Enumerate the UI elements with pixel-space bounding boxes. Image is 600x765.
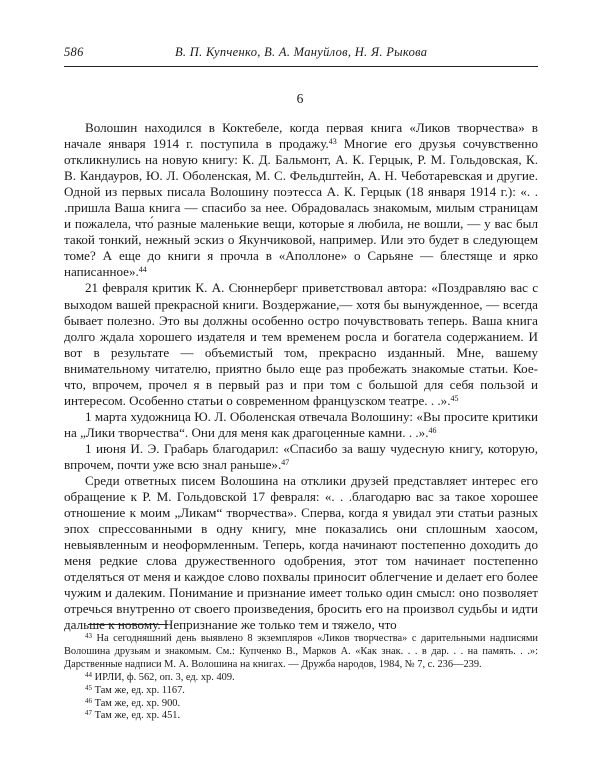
paragraph bbox=[64, 473, 538, 633]
paragraph bbox=[64, 441, 538, 473]
page-number: 586 bbox=[64, 45, 84, 59]
footnote-number: 44 bbox=[85, 670, 92, 679]
header-rule bbox=[64, 66, 538, 67]
footnote-number: 45 bbox=[85, 683, 92, 692]
paragraph bbox=[64, 120, 538, 280]
footnote-ref[interactable]: 46 bbox=[428, 425, 437, 435]
footnote-number: 47 bbox=[85, 709, 92, 718]
footnote bbox=[64, 710, 538, 723]
footnote-ref[interactable]: 44 bbox=[138, 265, 147, 275]
footnote-ref[interactable]: 45 bbox=[450, 393, 459, 403]
main-text bbox=[64, 120, 538, 634]
footnote-ref[interactable]: 47 bbox=[281, 457, 290, 467]
footnote-text: Там же, ед. хр. 451. bbox=[94, 710, 181, 722]
paragraph-text: Многие его друзья сочувственно откликнулись на новую книгу: К. Д. Бальмонт, А. К. Герцык, Р. М. Гольдовская, К. В. Кандауров, Ю. Л. Оболенская, М. С. Фельдштейн, А. Н. Чеботаревская и другие. Одной из первых писала Волошину поэтесса А. К. Герцык (18 января 1914 г.): «. . .пришла Ваша книга — спасибо за нее. Обрадовалась знакомым, милым страницам и пожалела, что́ разные маленькие вещи, которые я любила, не вошли, — у вас был такой тонкий, нежный эскиз о Якунчиковой, например. Или это будет в следующем томе? А еще до книги я прочла в «Аполлоне» о Сарьяне — блестяще и ярко написанное». bbox=[64, 136, 538, 280]
section-number: 6 bbox=[296, 91, 304, 106]
paragraph-text: 1 июня И. Э. Грабарь благодарил: «Спасибо за вашу чудесную книгу, которую, впрочем, почти уже всю знал раньше». bbox=[64, 440, 538, 472]
paragraph-text: Волошин находился в Коктебеле, когда первая книга «Ликов творчества» в начале января 1914 г. поступила в продажу. bbox=[64, 120, 538, 152]
footnote-text: ИРЛИ, ф. 562, оп. 3, ед. хр. 409. bbox=[94, 671, 235, 683]
footnote-rule bbox=[88, 624, 168, 625]
footnote-text: Там же, ед. хр. 1167. bbox=[94, 684, 185, 696]
paragraph-text: 21 февраля критик К. А. Сюннерберг приветствовал автора: «Поздравляю вас с выходом вашей прекрасной книги. Воздержание,— хотя бы вынужденное, — всегда бывает полезно. Это вы должны особенно остро почувствовать теперь. Ваша книга долго ждала хорошего издателя и тем временем росла и богатела содержанием. И вот в результате — объемистый том, прекрасно изданный. Мне, вашему внимательному читателю, приятно было еще раз пробежать знакомые статьи. Кое-что, впрочем, прочел я в первый раз и при том с большой для себя пользой и интересом. Особенно статьи о современном французском театре. . .». bbox=[64, 280, 538, 408]
running-head: В. П. Купченко, В. А. Мануйлов, Н. Я. Рыкова bbox=[175, 45, 428, 59]
paragraph bbox=[64, 409, 538, 441]
footnote-ref[interactable]: 43 bbox=[328, 137, 337, 147]
footnote-text: На сегодняшний день выявлено 8 экземпляров «Ликов творчества» с дарительными надписями Волошина друзьям и знакомым. См.: Купченко В., Марков А. «Как знак. . . в дар. . . на память. . .»: Дарственные надписи М. А. Волошина на книгах. — Дружба народов, 1984, № 7, с. 236—239. bbox=[64, 633, 538, 670]
footnote-text: Там же, ед. хр. 900. bbox=[94, 697, 181, 709]
footnotes bbox=[64, 633, 538, 723]
paragraph-text: Среди ответных писем Волошина на отклики друзей представляет интерес его обращение к Р. М. Гольдовской 17 февраля: «. . .благодарю вас за такое хорошее отношение к моим „Ликам“ творчества». Сперва, когда я увидал эти статьи разных эпох спрессованными в одну книгу, мне показались они сплошным хаосом, невыявленным и неоформленным. Теперь, когда начинают постепенно доходить до меня редкие слова дружественного одобрения, этот том начинает постепенно отделяться от меня и каждое слово похвалы приносит облегчение и делает его более чужим и далеким. Понимание и признание имеет только один смысл: оно позволяет отречься внутренно от своего произведения, бросить его на произвол судьбы и идти дальше к новому. Непризнание же только тем и тяжело, что bbox=[64, 473, 538, 633]
footnote bbox=[64, 698, 538, 711]
footnote bbox=[64, 685, 538, 698]
footnote bbox=[64, 633, 538, 672]
paragraph-text: 1 марта художница Ю. Л. Оболенская отвечала Волошину: «Вы просите критики на „Лики творчества“. Они для меня как драгоценные камни. . .». bbox=[64, 408, 538, 440]
paragraph bbox=[64, 280, 538, 408]
footnote-number: 43 bbox=[85, 632, 92, 640]
footnote-number: 46 bbox=[85, 696, 92, 705]
footnote bbox=[64, 672, 538, 685]
